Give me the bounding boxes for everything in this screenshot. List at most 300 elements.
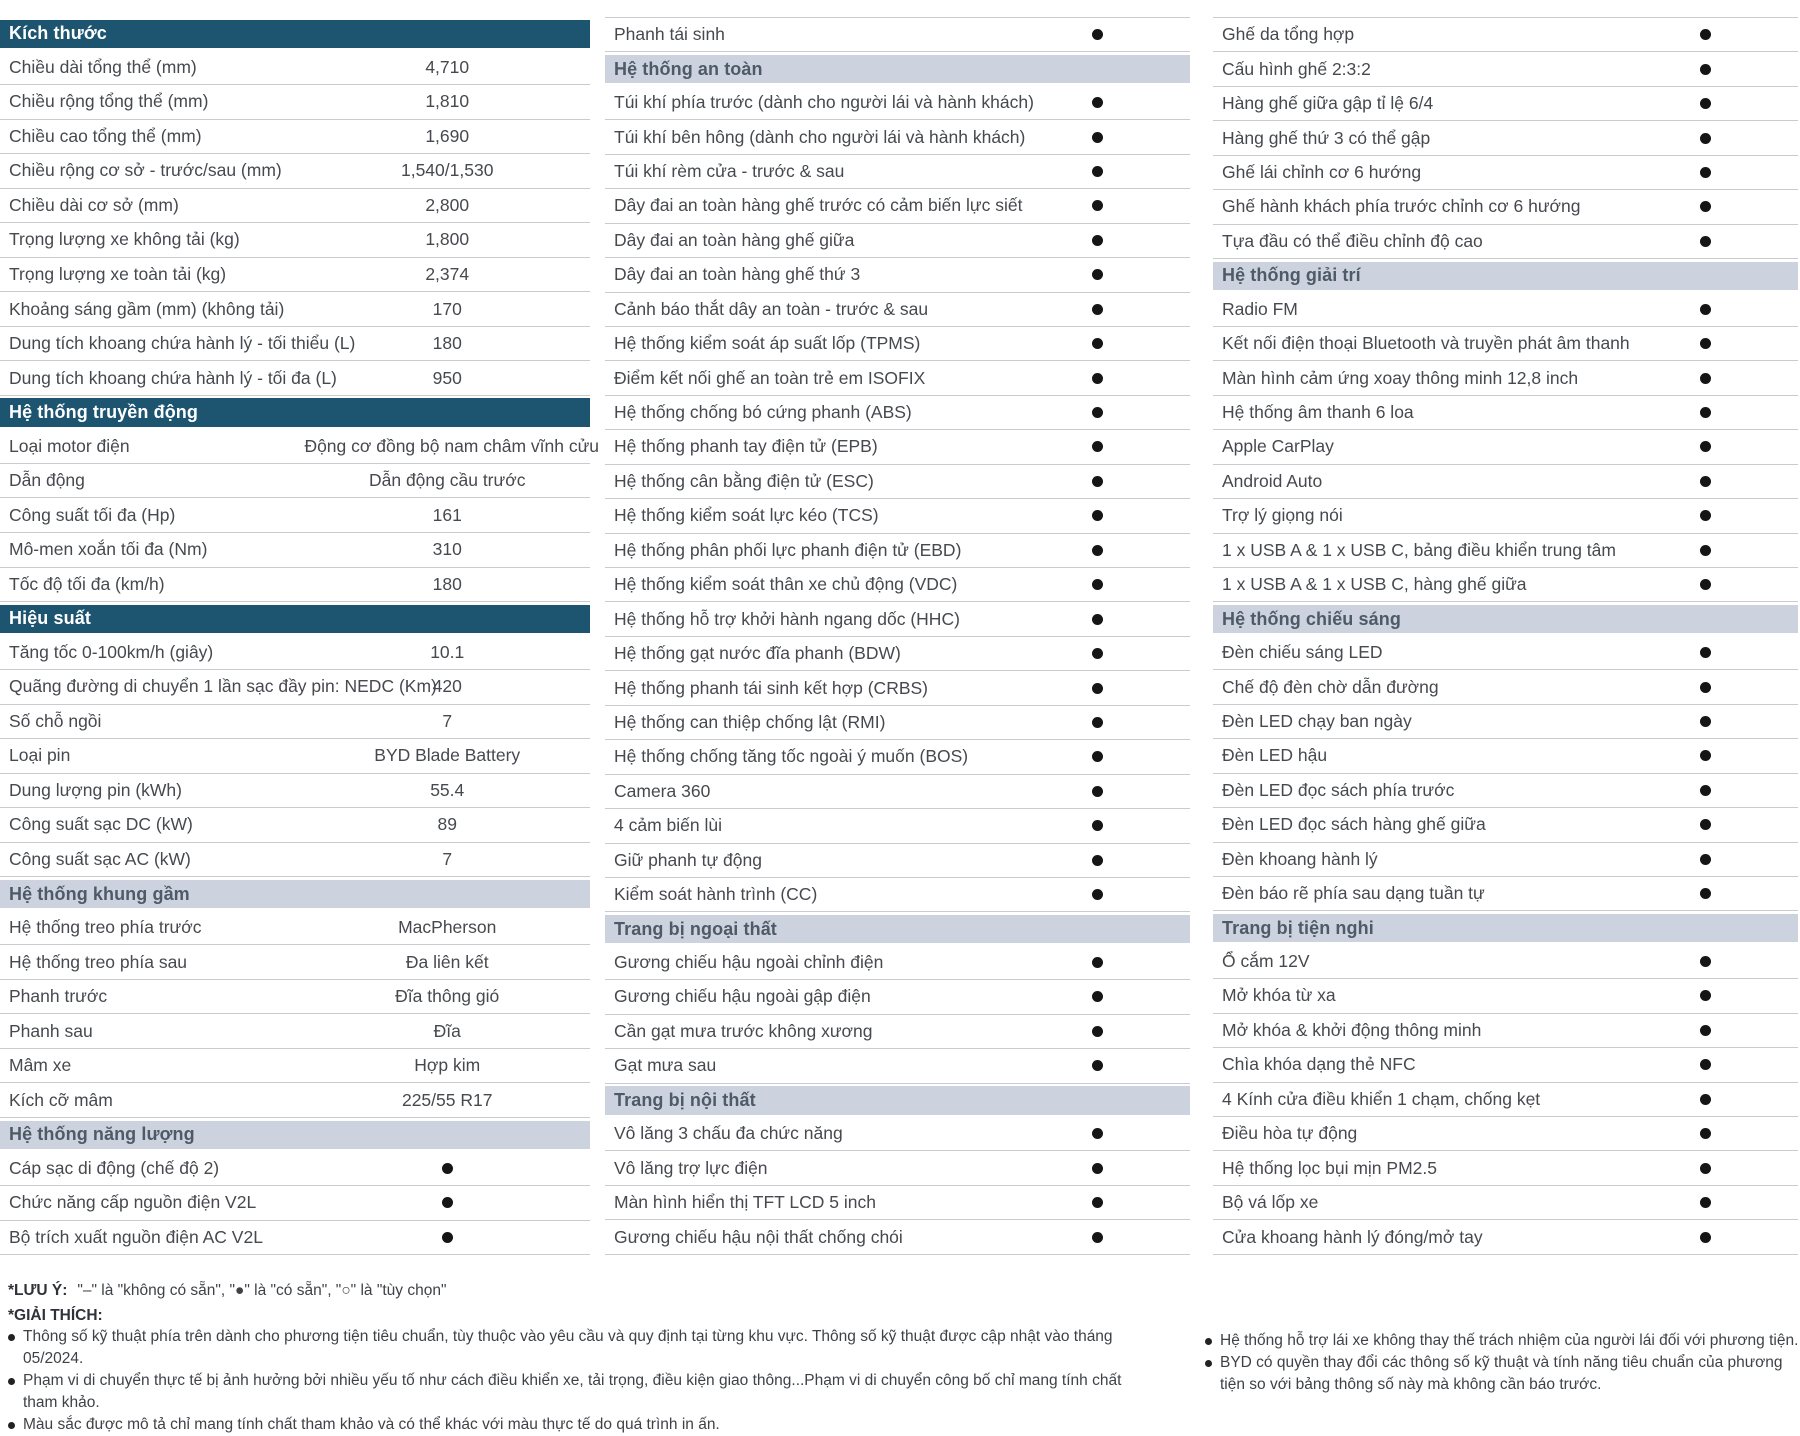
legend-note-label: *LƯU Ý: xyxy=(8,1282,68,1299)
spec-label: Ghế lái chỉnh cơ 6 hướng xyxy=(1222,161,1422,182)
spec-row xyxy=(0,154,590,189)
spec-label: Phanh trước xyxy=(9,986,108,1007)
available-dot-icon xyxy=(1092,820,1103,831)
spec-row xyxy=(605,120,1190,154)
spec-label: Kích cỡ mâm xyxy=(9,1089,113,1110)
available-dot-icon xyxy=(1092,97,1103,108)
section-header-label: Kích thước xyxy=(0,20,590,49)
available-dot-icon xyxy=(1700,1059,1711,1070)
spec-row xyxy=(0,739,590,774)
available-dot-icon xyxy=(1700,407,1711,418)
spec-row xyxy=(0,1083,590,1118)
spec-label: Trọng lượng xe không tải (kg) xyxy=(9,229,240,250)
spec-label: Dây đai an toàn hàng ghế thứ 3 xyxy=(614,264,861,285)
bullet-icon xyxy=(8,1422,15,1429)
bullet-icon xyxy=(1205,1360,1212,1367)
section-header-label: Trang bị ngoại thất xyxy=(605,915,1190,943)
spec-value: 1,540/1,530 xyxy=(400,160,494,181)
spec-label: Mô-men xoắn tối đa (Nm) xyxy=(9,539,208,560)
available-dot-icon xyxy=(1700,98,1711,109)
spec-row xyxy=(605,637,1190,671)
available-dot-icon xyxy=(1700,476,1711,487)
available-dot-icon xyxy=(1700,133,1711,144)
spec-label: Bộ vá lốp xe xyxy=(1222,1192,1319,1213)
available-dot-icon xyxy=(1700,29,1711,40)
spec-row xyxy=(605,946,1190,980)
spec-label: Hệ thống treo phía trước xyxy=(9,917,202,938)
spec-row xyxy=(1213,568,1798,602)
available-dot-icon xyxy=(1700,64,1711,75)
spec-row xyxy=(1213,225,1798,259)
spec-label: Hệ thống kiểm soát thân xe chủ động (VDC) xyxy=(614,574,958,595)
available-dot-icon xyxy=(1700,716,1711,727)
spec-value: 180 xyxy=(432,573,462,594)
spec-row xyxy=(1213,1220,1798,1254)
spec-row xyxy=(605,844,1190,878)
available-dot-icon xyxy=(1700,510,1711,521)
spec-label: Tốc độ tối đa (km/h) xyxy=(9,573,165,594)
spec-label: Chức năng cấp nguồn điện V2L xyxy=(9,1192,257,1213)
spec-row xyxy=(1213,1014,1798,1048)
section-header xyxy=(1213,602,1798,635)
spec-label: Vô lăng 3 chấu đa chức năng xyxy=(614,1123,843,1144)
spec-label: Đèn LED chạy ban ngày xyxy=(1222,710,1412,731)
spec-value: 225/55 R17 xyxy=(401,1089,493,1110)
spec-row xyxy=(0,327,590,362)
spec-row xyxy=(1213,636,1798,670)
available-dot-icon xyxy=(1700,338,1711,349)
spec-label: Hệ thống lọc bụi mịn PM2.5 xyxy=(1222,1157,1437,1178)
spec-row xyxy=(605,499,1190,533)
spec-value: 950 xyxy=(432,367,462,388)
spec-value: BYD Blade Battery xyxy=(374,745,521,766)
available-dot-icon xyxy=(1092,373,1103,384)
available-dot-icon xyxy=(1092,1163,1103,1174)
spec-row xyxy=(1213,670,1798,704)
spec-row xyxy=(1213,52,1798,86)
spec-label: Màn hình hiển thị TFT LCD 5 inch xyxy=(614,1192,876,1213)
available-dot-icon xyxy=(1700,1025,1711,1036)
spec-row xyxy=(605,980,1190,1014)
available-dot-icon xyxy=(1092,510,1103,521)
spec-label: Mở khóa & khởi động thông minh xyxy=(1222,1019,1482,1040)
spec-row xyxy=(605,1151,1190,1185)
spec-label: Công suất tối đa (Hp) xyxy=(9,504,176,525)
available-dot-icon xyxy=(1700,785,1711,796)
spec-row xyxy=(605,740,1190,774)
spec-row xyxy=(605,396,1190,430)
spec-label: Hệ thống gạt nước đĩa phanh (BDW) xyxy=(614,643,901,664)
section-header-label: Hệ thống giải trí xyxy=(1213,262,1798,290)
spec-value: 161 xyxy=(432,504,462,525)
spec-row xyxy=(605,809,1190,843)
spec-label: Túi khí phía trước (dành cho người lái và hành khách) xyxy=(614,92,1034,113)
spec-row xyxy=(605,189,1190,223)
available-dot-icon xyxy=(1700,373,1711,384)
spec-value: 170 xyxy=(432,298,462,319)
available-dot-icon xyxy=(1700,441,1711,452)
spec-label: Hệ thống cân bằng điện tử (ESC) xyxy=(614,470,874,491)
spec-label: Màn hình cảm ứng xoay thông minh 12,8 inch xyxy=(1222,367,1579,388)
spec-label: Túi khí bên hông (dành cho người lái và hành khách) xyxy=(614,126,1026,147)
available-dot-icon xyxy=(1092,717,1103,728)
spec-label: Gương chiếu hậu nội thất chống chói xyxy=(614,1226,903,1247)
spec-label: Hệ thống phân phối lực phanh điện tử (EBD) xyxy=(614,539,962,560)
footer-note-text: Thông số kỹ thuật phía trên dành cho phương tiện tiêu chuẩn, tùy thuộc vào yêu cầu và quy định tại từng khu vực. Thông số kỹ thuật được cập nhật vào tháng 05/2024. xyxy=(23,1328,1113,1367)
spec-label: Công suất sạc AC (kW) xyxy=(9,849,191,870)
spec-value: 55.4 xyxy=(430,779,465,800)
available-dot-icon xyxy=(1092,751,1103,762)
available-dot-icon xyxy=(1092,579,1103,590)
available-dot-icon xyxy=(1092,166,1103,177)
spec-row xyxy=(1213,979,1798,1013)
spec-row xyxy=(605,361,1190,395)
footer-note-text: BYD có quyền thay đổi các thông số kỹ thuật và tính năng tiêu chuẩn của phương tiện so với bảng thông số này mà không cần báo trước. xyxy=(1220,1354,1783,1393)
spec-label: Chiều rộng cơ sở - trước/sau (mm) xyxy=(9,160,282,181)
spec-label: Tăng tốc 0-100km/h (giây) xyxy=(9,641,214,662)
spec-label: Đèn chiếu sáng LED xyxy=(1222,642,1383,663)
spec-row xyxy=(1213,156,1798,190)
explanation-label: *GIẢI THÍCH: xyxy=(8,1307,103,1324)
available-dot-icon xyxy=(1092,648,1103,659)
spec-label: Loại motor điện xyxy=(9,435,130,456)
spec-row xyxy=(605,775,1190,809)
available-dot-icon xyxy=(442,1232,453,1243)
footer-note xyxy=(1205,1330,1800,1352)
spec-row xyxy=(605,1049,1190,1083)
spec-row xyxy=(0,911,590,946)
available-dot-icon xyxy=(1092,855,1103,866)
footer-note xyxy=(8,1370,1148,1414)
available-dot-icon xyxy=(1092,338,1103,349)
spec-label: Tựa đầu có thể điều chỉnh độ cao xyxy=(1222,230,1483,251)
available-dot-icon xyxy=(1092,269,1103,280)
spec-row xyxy=(1213,17,1798,52)
available-dot-icon xyxy=(1092,991,1103,1002)
spec-row xyxy=(1213,190,1798,224)
spec-row xyxy=(0,1221,590,1256)
available-dot-icon xyxy=(1092,235,1103,246)
spec-label: Hệ thống âm thanh 6 loa xyxy=(1222,402,1414,423)
section-header xyxy=(1213,911,1798,944)
available-dot-icon xyxy=(1092,545,1103,556)
spec-value: 1,800 xyxy=(425,229,470,250)
spec-row xyxy=(0,1049,590,1084)
spec-value: 7 xyxy=(442,710,453,731)
spec-row xyxy=(605,1220,1190,1254)
spec-label: Công suất sạc DC (kW) xyxy=(9,814,193,835)
spec-row xyxy=(0,808,590,843)
spec-label: Đèn báo rẽ phía sau dạng tuần tự xyxy=(1222,883,1485,904)
spec-row xyxy=(1213,877,1798,911)
spec-value: 310 xyxy=(432,539,462,560)
spec-label: Giữ phanh tự động xyxy=(614,849,762,870)
spec-row xyxy=(605,17,1190,52)
spec-label: Chiều rộng tổng thể (mm) xyxy=(9,91,209,112)
spec-row xyxy=(605,293,1190,327)
footer-bullets-left xyxy=(8,1326,1148,1436)
section-header-label: Hệ thống an toàn xyxy=(605,55,1190,83)
section-header xyxy=(0,17,590,51)
spec-row xyxy=(1213,396,1798,430)
bullet-icon xyxy=(1205,1338,1212,1345)
available-dot-icon xyxy=(1700,750,1711,761)
spec-row xyxy=(1213,534,1798,568)
footer-note-text: Màu sắc được mô tả chỉ mang tính chất tham khảo và có thể khác với màu thực tế do quá trình in ấn. xyxy=(23,1416,720,1433)
spec-label: Radio FM xyxy=(1222,298,1298,319)
spec-value: Hợp kim xyxy=(414,1055,481,1076)
spec-label: Hệ thống hỗ trợ khởi hành ngang dốc (HHC) xyxy=(614,608,960,629)
spec-label: Đèn LED đọc sách hàng ghế giữa xyxy=(1222,814,1486,835)
spec-label: 4 Kính cửa điều khiển 1 chạm, chống kẹt xyxy=(1222,1088,1541,1109)
section-header xyxy=(605,912,1190,945)
spec-row xyxy=(605,155,1190,189)
spec-row xyxy=(0,980,590,1015)
spec-row xyxy=(0,189,590,224)
spec-label: Dung tích khoang chứa hành lý - tối đa (L) xyxy=(9,367,337,388)
spec-label: Trợ lý giọng nói xyxy=(1222,505,1343,526)
spec-label: Hàng ghế thứ 3 có thể gập xyxy=(1222,127,1431,148)
spec-label: Hệ thống kiểm soát lực kéo (TCS) xyxy=(614,505,879,526)
spec-label: Số chỗ ngồi xyxy=(9,710,102,731)
available-dot-icon xyxy=(1092,304,1103,315)
available-dot-icon xyxy=(1700,1163,1711,1174)
available-dot-icon xyxy=(1092,1197,1103,1208)
spec-row xyxy=(605,1117,1190,1151)
spec-row xyxy=(605,1186,1190,1220)
spec-label: Kết nối điện thoại Bluetooth và truyền phát âm thanh xyxy=(1222,333,1630,354)
spec-label: Dung tích khoang chứa hành lý - tối thiểu (L) xyxy=(9,333,356,354)
available-dot-icon xyxy=(1700,201,1711,212)
spec-value: MacPherson xyxy=(398,917,497,938)
available-dot-icon xyxy=(1700,304,1711,315)
spec-row xyxy=(1213,87,1798,121)
spec-column-2 xyxy=(605,17,1190,1255)
spec-label: Mở khóa từ xa xyxy=(1222,985,1336,1006)
available-dot-icon xyxy=(1092,1026,1103,1037)
spec-row xyxy=(0,85,590,120)
spec-row xyxy=(0,292,590,327)
spec-label: Ghế hành khách phía trước chỉnh cơ 6 hướng xyxy=(1222,196,1581,217)
available-dot-icon xyxy=(1700,888,1711,899)
spec-row xyxy=(605,602,1190,636)
spec-label: Bộ trích xuất nguồn điện AC V2L xyxy=(9,1226,263,1247)
spec-label: Hệ thống chống bó cứng phanh (ABS) xyxy=(614,402,912,423)
available-dot-icon xyxy=(1092,1232,1103,1243)
spec-value: Dẫn động cầu trước xyxy=(368,470,526,491)
legend-note-text: "–" là "không có sẵn", "●" là "có sẵn", "○" là "tùy chọn" xyxy=(77,1282,447,1299)
spec-label: Mâm xe xyxy=(9,1055,72,1076)
footer-note xyxy=(8,1326,1148,1370)
spec-row xyxy=(0,361,590,396)
spec-row xyxy=(0,945,590,980)
spec-row xyxy=(0,258,590,293)
spec-label: Ổ cắm 12V xyxy=(1222,951,1310,972)
spec-label: 1 x USB A & 1 x USB C, bảng điều khiển trung tâm xyxy=(1222,539,1616,560)
available-dot-icon xyxy=(1700,545,1711,556)
spec-row xyxy=(0,464,590,499)
available-dot-icon xyxy=(1700,1232,1711,1243)
footer-note xyxy=(8,1414,1148,1436)
section-header-label: Hệ thống chiếu sáng xyxy=(1213,605,1798,633)
spec-row xyxy=(605,430,1190,464)
spec-value: Đĩa xyxy=(433,1020,461,1041)
spec-row xyxy=(1213,808,1798,842)
spec-label: Điều hòa tự động xyxy=(1222,1123,1358,1144)
available-dot-icon xyxy=(1092,132,1103,143)
spec-label: Quãng đường di chuyển 1 lần sạc đầy pin: NEDC (Km) xyxy=(9,676,437,697)
available-dot-icon xyxy=(1092,957,1103,968)
spec-label: Dung lượng pin (kWh) xyxy=(9,779,182,800)
spec-row xyxy=(0,1014,590,1049)
spec-column-3 xyxy=(1213,17,1798,1255)
spec-row xyxy=(0,774,590,809)
available-dot-icon xyxy=(1700,990,1711,1001)
spec-label: Chiều dài tổng thể (mm) xyxy=(9,56,197,77)
available-dot-icon xyxy=(1092,200,1103,211)
spec-label: Hệ thống kiểm soát áp suất lốp (TPMS) xyxy=(614,333,921,354)
spec-value: 10.1 xyxy=(430,641,465,662)
spec-value: 2,800 xyxy=(425,194,470,215)
available-dot-icon xyxy=(1092,1128,1103,1139)
spec-row xyxy=(1213,1117,1798,1151)
footer-note-text: Hệ thống hỗ trợ lái xe không thay thế trách nhiệm của người lái đối với phương tiện. xyxy=(1220,1332,1799,1349)
section-header-label: Trang bị tiện nghi xyxy=(1213,914,1798,942)
spec-label: Cáp sạc di động (chế độ 2) xyxy=(9,1157,220,1178)
spec-row xyxy=(1213,430,1798,464)
spec-row xyxy=(1213,499,1798,533)
spec-label: Dây đai an toàn hàng ghế trước có cảm biến lực siết xyxy=(614,195,1023,216)
available-dot-icon xyxy=(1700,854,1711,865)
spec-row xyxy=(0,1152,590,1187)
spec-row xyxy=(0,670,590,705)
spec-label: Camera 360 xyxy=(614,780,711,801)
spec-row xyxy=(0,533,590,568)
spec-row xyxy=(1213,705,1798,739)
spec-value: 4,710 xyxy=(425,56,470,77)
section-header xyxy=(0,602,590,636)
spec-label: Cảnh báo thắt dây an toàn - trước & sau xyxy=(614,298,929,319)
spec-value: 1,810 xyxy=(425,91,470,112)
spec-label: Túi khí rèm cửa - trước & sau xyxy=(614,160,845,181)
available-dot-icon xyxy=(1092,786,1103,797)
available-dot-icon xyxy=(1092,889,1103,900)
spec-value: Động cơ đồng bộ nam châm vĩnh cửu xyxy=(304,435,600,456)
available-dot-icon xyxy=(1700,579,1711,590)
spec-label: Apple CarPlay xyxy=(1222,436,1334,457)
spec-row xyxy=(1213,843,1798,877)
bullet-icon xyxy=(8,1334,15,1341)
spec-row xyxy=(0,223,590,258)
spec-row xyxy=(605,327,1190,361)
section-header xyxy=(0,1118,590,1152)
section-header xyxy=(605,1084,1190,1117)
spec-label: Hệ thống treo phía sau xyxy=(9,951,188,972)
spec-value: 89 xyxy=(437,814,457,835)
section-header xyxy=(0,877,590,911)
available-dot-icon xyxy=(1092,476,1103,487)
spec-row xyxy=(1213,293,1798,327)
spec-label: Cần gạt mưa trước không xương xyxy=(614,1020,873,1041)
spec-label: Đèn khoang hành lý xyxy=(1222,848,1378,869)
spec-row xyxy=(1213,774,1798,808)
spec-row xyxy=(605,878,1190,912)
available-dot-icon xyxy=(1700,647,1711,658)
spec-row xyxy=(0,636,590,671)
legend-note xyxy=(8,1282,446,1300)
spec-row xyxy=(1213,1048,1798,1082)
spec-label: 4 cảm biến lùi xyxy=(614,815,722,836)
spec-row xyxy=(605,706,1190,740)
spec-value: 7 xyxy=(442,849,453,870)
section-header-label: Hệ thống khung gầm xyxy=(0,880,590,909)
spec-row xyxy=(1213,465,1798,499)
section-header xyxy=(1213,259,1798,292)
spec-label: Khoảng sáng gầm (mm) (không tải) xyxy=(9,298,285,319)
available-dot-icon xyxy=(1092,407,1103,418)
spec-label: Đèn LED đọc sách phía trước xyxy=(1222,779,1455,800)
spec-row xyxy=(605,258,1190,292)
spec-value: 420 xyxy=(432,676,462,697)
available-dot-icon xyxy=(1700,167,1711,178)
available-dot-icon xyxy=(1700,956,1711,967)
spec-row xyxy=(605,1015,1190,1049)
section-header-label: Hệ thống truyền động xyxy=(0,398,590,427)
spec-label: Dây đai an toàn hàng ghế giữa xyxy=(614,229,855,250)
available-dot-icon xyxy=(1092,614,1103,625)
available-dot-icon xyxy=(1092,1060,1103,1071)
spec-label: Dẫn động xyxy=(9,470,85,491)
spec-row xyxy=(605,224,1190,258)
section-header xyxy=(605,52,1190,85)
section-header-label: Hệ thống năng lượng xyxy=(0,1121,590,1150)
section-header-label: Trang bị nội thất xyxy=(605,1086,1190,1114)
spec-label: Android Auto xyxy=(1222,470,1323,491)
available-dot-icon xyxy=(1700,819,1711,830)
spec-row xyxy=(0,120,590,155)
spec-label: Cửa khoang hành lý đóng/mở tay xyxy=(1222,1226,1483,1247)
spec-label: Gương chiếu hậu ngoài chỉnh điện xyxy=(614,952,884,973)
spec-label: 1 x USB A & 1 x USB C, hàng ghế giữa xyxy=(1222,574,1527,595)
spec-column-1 xyxy=(0,17,600,1255)
spec-label: Chiều dài cơ sở (mm) xyxy=(9,194,179,215)
available-dot-icon xyxy=(442,1163,453,1174)
spec-row xyxy=(0,1186,590,1221)
spec-row xyxy=(1213,739,1798,773)
spec-row xyxy=(605,671,1190,705)
spec-label: Chế độ đèn chờ dẫn đường xyxy=(1222,676,1439,697)
spec-label: Kiểm soát hành trình (CC) xyxy=(614,884,818,905)
spec-label: Vô lăng trợ lực điện xyxy=(614,1157,768,1178)
spec-label: Chìa khóa dạng thẻ NFC xyxy=(1222,1054,1416,1075)
spec-row xyxy=(605,568,1190,602)
spec-row xyxy=(1213,1186,1798,1220)
section-header-label: Hiệu suất xyxy=(0,605,590,634)
spec-label: Chiều cao tổng thể (mm) xyxy=(9,125,202,146)
spec-row xyxy=(0,843,590,878)
spec-row xyxy=(1213,945,1798,979)
available-dot-icon xyxy=(1700,1197,1711,1208)
spec-label: Hệ thống phanh tái sinh kết hợp (CRBS) xyxy=(614,677,929,698)
spec-value: 180 xyxy=(432,333,462,354)
spec-label: Hệ thống phanh tay điện tử (EPB) xyxy=(614,436,878,457)
available-dot-icon xyxy=(1092,683,1103,694)
spec-row xyxy=(0,51,590,86)
spec-label: Gương chiếu hậu ngoài gập điện xyxy=(614,986,871,1007)
footer-note-text: Phạm vi di chuyển thực tế bị ảnh hưởng bởi nhiều yếu tố như cách điều khiển xe, tải trọng, điều kiện giao thông...Phạm vi di chuyển công bố chỉ mang tính chất tham khảo. xyxy=(23,1372,1122,1411)
available-dot-icon xyxy=(1700,236,1711,247)
spec-row xyxy=(1213,361,1798,395)
